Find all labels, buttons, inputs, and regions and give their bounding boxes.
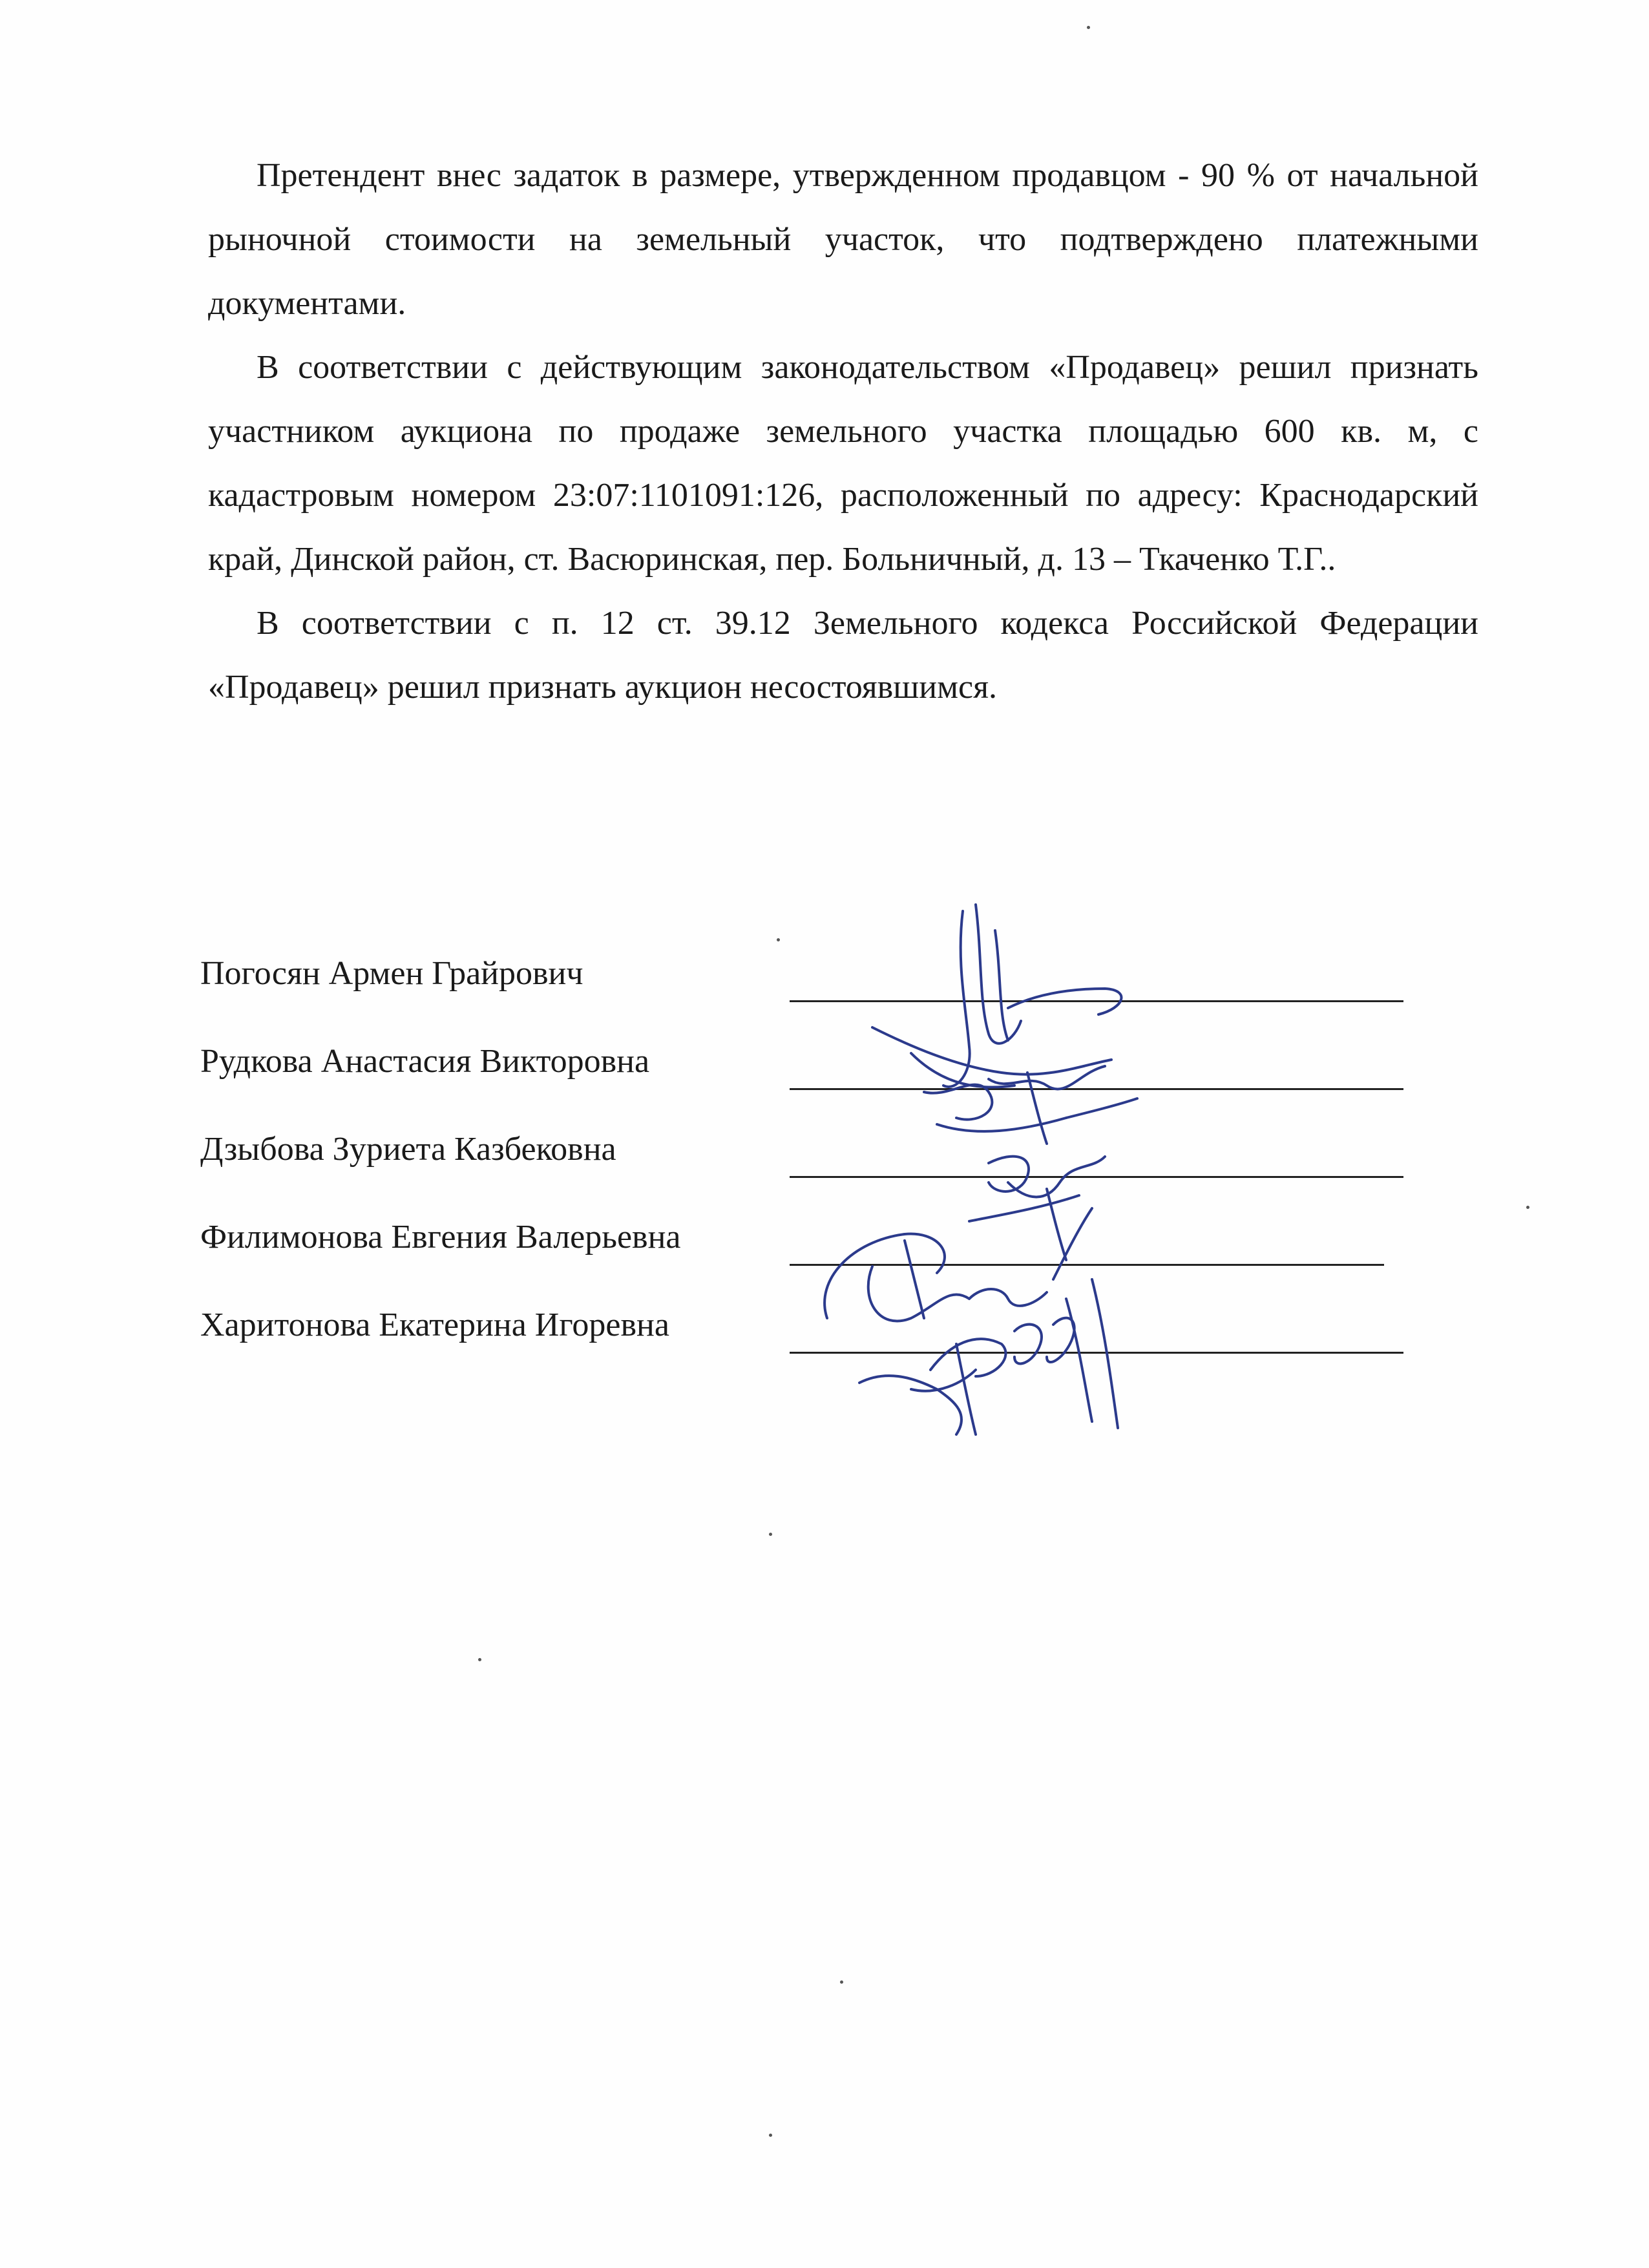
signature-rudkova xyxy=(924,1066,1137,1144)
scan-speck xyxy=(840,1980,843,1984)
paragraph-auction-failed: В соответствии с п. 12 ст. 39.12 Земельного кодекса Российской Федерации «Продавец» решил признать аукцион несостоявшимся. xyxy=(208,605,1478,706)
signature-kharitonova xyxy=(859,1279,1118,1434)
signature-filimonova xyxy=(824,1208,1092,1321)
paragraph-deposit: Претендент внес задаток в размере, утвержденном продавцом - 90 % от начальной рыночной стоимости на земельный участок, что подтверждено платежными документами. xyxy=(208,157,1478,322)
paragraph-participant: В соответствии с действующим законодательством «Продавец» решил признать участником аукциона по продаже земельного участка площадью 600 кв. м, с кадастровым номером 23:07:1101091:126, расположенный по адресу: Краснодарский край, Динской район, ст. Васюринская, пер. Больничный, д. 13 – Ткаченко Т.Г.. xyxy=(208,349,1478,578)
handwritten-signatures xyxy=(743,879,1195,1447)
scan-speck xyxy=(777,938,780,941)
scan-speck xyxy=(1526,1206,1529,1209)
scan-speck xyxy=(478,1658,481,1661)
document-body xyxy=(208,143,1478,719)
signature-dzybova xyxy=(969,1157,1105,1260)
signatory-name: Филимонова Евгения Валерьевна xyxy=(200,1219,681,1255)
signature-pogosyan xyxy=(872,905,1121,1087)
signatory-name: Погосян Армен Грайрович xyxy=(200,955,583,992)
scan-speck xyxy=(769,1533,772,1536)
scan-speck xyxy=(769,2134,772,2137)
signatory-name: Харитонова Екатерина Игоревна xyxy=(200,1307,669,1343)
signatory-name: Рудкова Анастасия Викторовна xyxy=(200,1043,650,1080)
signatory-name: Дзыбова Зуриета Казбековна xyxy=(200,1131,616,1168)
scan-speck xyxy=(1087,26,1090,29)
